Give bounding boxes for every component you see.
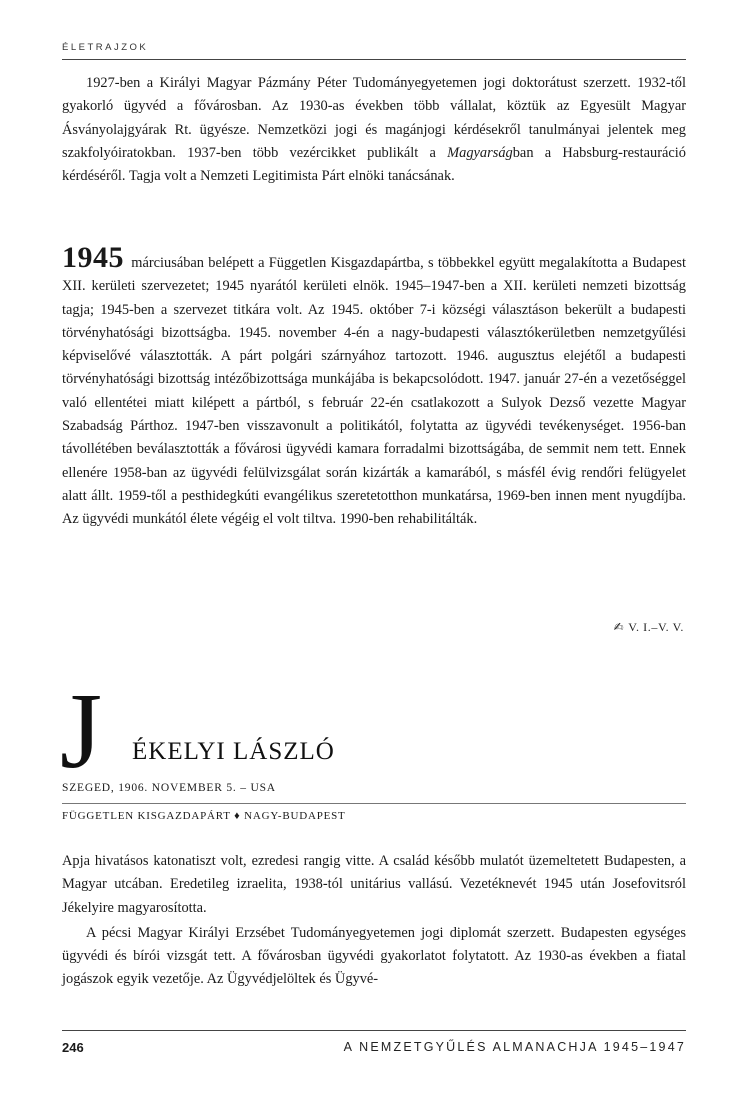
page-number: 246	[62, 1040, 84, 1055]
footer-rule	[62, 1030, 686, 1031]
person-name: ÉKELYI LÁSZLÓ	[132, 738, 335, 765]
entry-body	[62, 850, 686, 992]
para1-text: 1927-ben a Királyi Magyar Pázmány Péter Tudományegyetemen jogi doktorátust szerzett. 1932-től gyakorló ügyvéd a fővárosban. Az 1930-as években több vállalat, köztük az Egyesült Magyar Ásványolajgyárak Rt. ügyésze. Nemzetközi jogi és magánjogi kérdésekről tanulmányai jelentek meg szakfolyóiratokban. 1937-ben több vezércikket publikált a	[62, 75, 686, 161]
page	[62, 0, 686, 1112]
para1-end: ban a Habsburg-restauráció kérdéséről. Tagja volt a Nemzeti Legitimista Párt elnöki tanácsának.	[62, 144, 686, 185]
header-rule	[62, 59, 686, 60]
para1-italic: Magyarság	[447, 144, 513, 161]
year-lead: 1945	[62, 241, 124, 274]
previous-entry-paragraph	[62, 72, 686, 188]
para4: A pécsi Magyar Királyi Erzsébet Tudományegyetemen jogi diplomát szerzett. Budapesten egységes ügyvédi és bírói vizsgát tett. A fővárosban ügyvédi gyakorlatot folytatott. Az 1930-as években a fiatal jogászok egyik vezetője. Az Ügyvédjelöltek és Ügyvé-	[62, 924, 686, 988]
para2-text: márciusában belépett a Független Kisgazdapártba, s többekkel együtt megalakította a Budapest XII. kerületi szervezetet; 1945 nyarától kerületi elnök. 1945–1947-ben a XII. kerületi nemzeti bizottság tagja; 1945-ben a szervezet titkára volt. Az 1945. október 7-i községi választáson bekerült a budapesti törvényhatósági bizottságba. 1945. november 4-én a nagy-budapesti választókerületben nemzetgyűlési képviselővé választották. A párt polgári szárnyához tartozott. 1946. augusztus elejétől a budapesti törvényhatósági bizottság intézőbizottsága munkájába is bekapcsolódott. 1947. január 27-én a vezetőséggel való ellentétei miatt kilépett a pártból, s február 22-én csatlakozott a Sulyok Dezső vezette Magyar Szabadság Párthoz. 1947-ben visszavonult a politikától, folytatta az ügyvédi tevékenységet. 1956-ban távollétében beválasztották a fővárosi ügyvédi kamara forradalmi bizottságába, de semmit nem tett. Ennek ellenére 1958-ban az ügyvédi felülvizsgálat során kizárták a kamarából, s másfél évig rendőri felügyelet alatt állt. 1959-től a pesthidegkúti evangélikus szeretetotthon munkatársa, 1969-ben innen ment nyugdíjba. Az ügyvédi munkától élete végéig el volt tiltva. 1990-ben rehabilitálták.	[62, 255, 686, 528]
entry-rule	[62, 803, 686, 804]
running-head: ÉLETRAJZOK	[62, 42, 149, 53]
pen-icon: ✍	[613, 620, 625, 634]
birth-line: SZEGED, 1906. NOVEMBER 5. – USA	[62, 782, 276, 794]
year-1945-paragraph	[62, 241, 686, 634]
book-title: A NEMZETGYŰLÉS ALMANACHJA 1945–1947	[343, 1040, 686, 1054]
author-signature: ✍ V. I.–V. V.	[613, 620, 684, 634]
party-line: FÜGGETLEN KISGAZDAPÁRT ♦ NAGY-BUDAPEST	[62, 810, 346, 822]
name-initial: J	[60, 672, 103, 791]
para3: Apja hivatásos katonatiszt volt, ezredesi rangig vitte. A család később mulatót üzemeltetett Budapesten, a Magyar utcában. Eredetileg izraelita, 1938-tól unitárius vallású. Vezetéknevét 1945 után Josefovitsról Jékelyire magyarosította.	[62, 853, 686, 916]
